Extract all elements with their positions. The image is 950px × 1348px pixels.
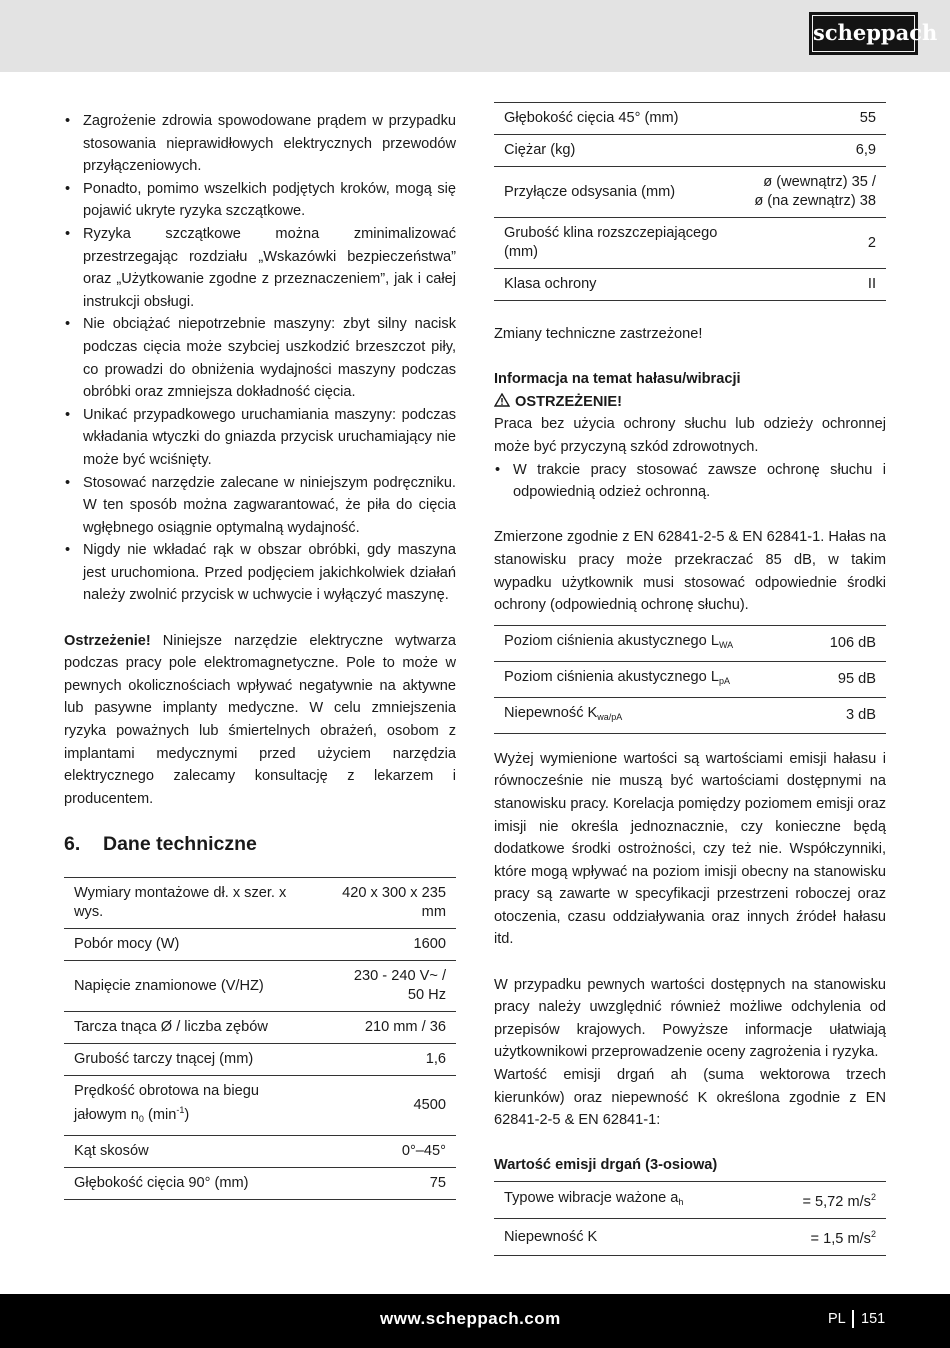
noise-table (494, 625, 886, 734)
noise-value: 95 dB (804, 661, 886, 697)
table-row (494, 218, 886, 269)
spec-value: 420 x 300 x 235 mm (324, 878, 456, 929)
section-number: 6. (64, 833, 81, 856)
table-row (64, 1168, 456, 1200)
spec-label: Głębokość cięcia 45° (mm) (494, 103, 744, 135)
spec-label: Napięcie znamionowe (V/HZ) (64, 961, 324, 1012)
spec-value: 55 (744, 103, 886, 135)
table-row (64, 929, 456, 961)
footer-divider (852, 1310, 854, 1328)
noise-bullet-list (494, 459, 886, 504)
list-item: • Ponadto, pomimo wszelkich podjętych kroków, mogą się pojawić ukryte ryzyka szczątkowe. (64, 178, 456, 223)
vibration-heading: Wartość emisji drgań (3-osiowa) (494, 1157, 718, 1174)
table-row (494, 135, 886, 167)
table-row (494, 269, 886, 301)
spec-label: Ciężar (kg) (494, 135, 744, 167)
spec-label: Kąt skosów (64, 1136, 324, 1168)
list-item: • Stosować narzędzie zalecane w niniejszym podręczniku. W ten sposób można zagwarantować, że piła do cięcia wgłębnego osiągnie optymalną wydajność. (64, 472, 456, 540)
spec-value: 1600 (324, 929, 456, 961)
spec-value: ø (wewnątrz) 35 / ø (na zewnątrz) 38 (744, 167, 886, 218)
warning-text: Niniejsze narzędzie elektryczne wytwarza podczas pracy pole elektromagnetyczne. Pole to może w pewnych okolicznościach wpływać negatywnie na aktywne lub pasywne implanty medyczne. W celu zmniejszenia ryzyka poważnych lub śmiertelnych obrażeń, osobom z implantami medycznymi przed użyciem narzędzia elektrycznego zalecamy konsultację z lekarzem i producentem. (64, 632, 456, 807)
left-column (64, 110, 456, 1200)
vibration-value: = 5,72 $m/s^2$ (761, 1182, 886, 1219)
table-row (64, 1136, 456, 1168)
spec-label: Tarcza tnąca Ø / liczba zębów (64, 1012, 324, 1044)
spec-value: 75 (324, 1168, 456, 1200)
footer-bar (0, 1294, 950, 1348)
table-row (64, 1012, 456, 1044)
noise-label: Niepewność $K_{wa/pA}$ (494, 697, 804, 733)
emission-text: Wyżej wymienione wartości są wartościami emisji hałasu i równocześnie nie muszą być wartościami dostępnymi na stanowisku pracy. Korelacja pomiędzy poziomem emisji oraz imisji nie określa jednoznacznie, czy konieczne będą dodatkowe środki ostrożności, czy też nie. Współczynniki, które mogą wpływać na poziom imisji obecny na stanowisku pracy są zawarte w specyfikacji przestrzeni roboczej oraz otoczenia, czasu oddziaływania oraz innych źródeł hałasu itd. (494, 750, 886, 948)
table-row (494, 103, 886, 135)
table-row (494, 1219, 886, 1256)
spec-label: Prędkość obrotowa na biegu jałowym $n_0$ $(\min^{-1})$ (64, 1076, 324, 1136)
vibration-text: Wartość emisji drgań ah (suma wektorowa trzech kierunków) oraz niepewność K określona zgodnie z EN 62841-2-5 & EN 62841-1: (494, 1067, 886, 1129)
noise-label: Poziom ciśnienia akustycznego $L_{pA}$ (494, 661, 804, 697)
table-row (494, 697, 886, 733)
table-row (494, 661, 886, 697)
warning-triangle-icon (494, 393, 510, 407)
right-column (494, 102, 886, 1256)
noise-text: Praca bez użycia ochrony słuchu lub odzieży ochronnej może być przyczyną szkód zdrowotnych. (494, 416, 886, 455)
spec-value: 4500 (324, 1076, 456, 1136)
vibration-value: = 1,5 $m/s^2$ (761, 1219, 886, 1256)
table-row (64, 1076, 456, 1136)
spec-label: Grubość klina rozszczepiającego (mm) (494, 218, 744, 269)
safety-bullet-list (64, 110, 456, 607)
spec-label: Przyłącze odsysania (mm) (494, 167, 744, 218)
measured-text: Zmierzone zgodnie z EN 62841-2-5 & EN 62841-1. Hałas na stanowisku pracy może przekraczać 85 dB, w takim wypadku użytkownik musi stosować odpowiednie środki ochrony (odpowiednią ochronę słuchu). (494, 529, 886, 614)
list-item: • Ryzyka szczątkowe można zminimalizować przestrzegając rozdziału „Wskazówki bezpieczeństwa” oraz „Użytkowanie zgodne z przeznaczeniem”, jak i całej instrukcji obsługi. (64, 223, 456, 313)
noise-label: Poziom ciśnienia akustycznego $L_{WA}$ (494, 625, 804, 661)
tech-changes-note: Zmiany techniczne zastrzeżone! (494, 326, 703, 342)
section-title: Dane techniczne (103, 833, 257, 856)
table-row (494, 1182, 886, 1219)
header-bar (0, 0, 950, 72)
noise-warning: OSTRZEŻENIE! (494, 391, 886, 414)
table-row (494, 625, 886, 661)
spec-value: 0°–45° (324, 1136, 456, 1168)
list-item: • Zagrożenie zdrowia spowodowane prądem w przypadku stosowania nieprawidłowych elektrycznych przewodów przyłączeniowych. (64, 110, 456, 178)
emf-warning-paragraph (64, 630, 456, 811)
list-item: • Nie obciążać niepotrzebnie maszyny: zbyt silny nacisk podczas cięcia może szybciej uszkodzić brzeszczot piły, co prowadzi do obniżenia wydajności maszyny podczas obróbki oraz zmniejsza dokładność cięcia. (64, 313, 456, 403)
technical-data-table-continued (494, 102, 886, 301)
warning-label: Ostrzeżenie! (64, 632, 151, 649)
language-code: PL (828, 1311, 846, 1327)
table-row (64, 961, 456, 1012)
spec-value: 1,6 (324, 1044, 456, 1076)
vibration-label: Niepewność K (494, 1219, 761, 1256)
page-number: 151 (861, 1311, 886, 1327)
noise-value: 106 dB (804, 625, 886, 661)
spec-label: Wymiary montażowe dł. x szer. x wys. (64, 878, 324, 929)
spec-label: Grubość tarczy tnącej (mm) (64, 1044, 324, 1076)
spec-value: 210 mm / 36 (324, 1012, 456, 1044)
section-heading (64, 831, 456, 857)
spec-label: Klasa ochrony (494, 269, 744, 301)
table-row (64, 878, 456, 929)
values-text: W przypadku pewnych wartości dostępnych na stanowisku pracy należy uwzględnić również możliwe odchylenia od przepisów krajowych. Powyższe informacje ułatwiają użytkownikowi przeprowadzenie oceny zagrożenia i ryzyka. (494, 976, 886, 1061)
table-row (64, 1044, 456, 1076)
website-link[interactable]: www.scheppach.com (380, 1309, 561, 1328)
table-row (494, 167, 886, 218)
logo-text: scheppach (812, 15, 915, 52)
list-item: • Nigdy nie wkładać rąk w obszar obróbki, gdy maszyna jest uruchomiona. Przed podjęciem jakichkolwiek działań należy zwolnić przycisk w uchwycie i wyłączyć maszynę. (64, 539, 456, 607)
spec-label: Głębokość cięcia 90° (mm) (64, 1168, 324, 1200)
scheppach-logo (809, 12, 938, 55)
technical-data-table (64, 877, 456, 1200)
spec-value: 6,9 (744, 135, 886, 167)
list-item: • W trakcie pracy stosować zawsze ochronę słuchu i odpowiednią odzież ochronną. (494, 459, 886, 504)
vibration-table (494, 1181, 886, 1256)
spec-value: II (744, 269, 886, 301)
noise-value: 3 dB (804, 697, 886, 733)
list-item: • Unikać przypadkowego uruchamiania maszyny: podczas wkładania wtyczki do gniazda przycisk uruchamiający nie może być wciśnięty. (64, 404, 456, 472)
vibration-label: Typowe wibracje ważone $a_h$ (494, 1182, 761, 1219)
spec-label: Pobór mocy (W) (64, 929, 324, 961)
noise-heading: Informacja na temat hałasu/wibracji (494, 371, 741, 388)
spec-value: 2 (744, 218, 886, 269)
spec-value: 230 - 240 V~ / 50 Hz (324, 961, 456, 1012)
